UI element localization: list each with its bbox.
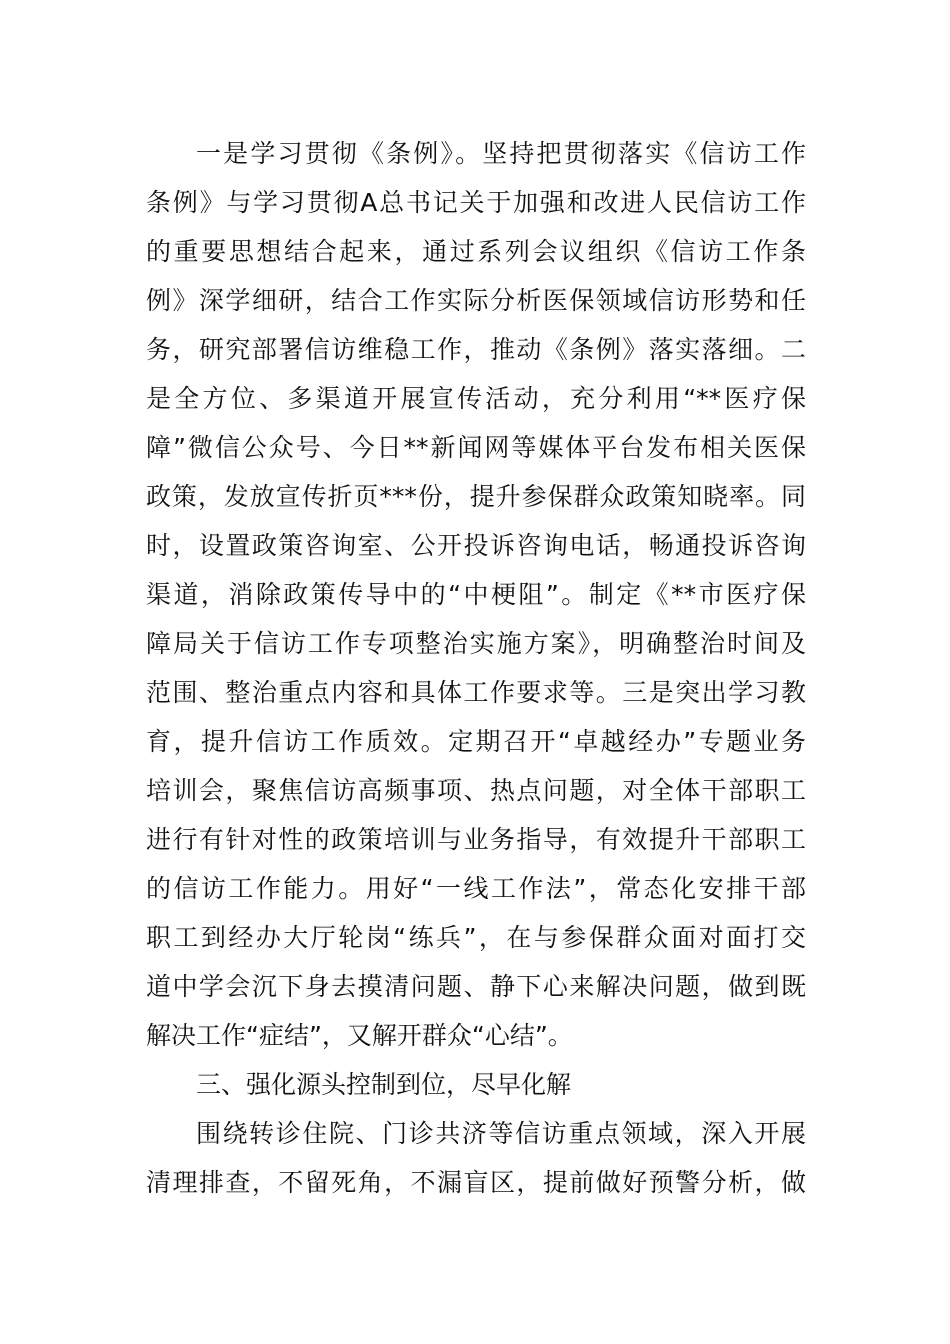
text-line: 解决工作“症结”，又解开群众“心结”。 (146, 1021, 573, 1050)
text-line: 范围、整治重点内容和具体工作要求等。三是突出学习教 (146, 678, 806, 707)
text-line: 道中学会沉下身去摸清问题、静下心来解决问题，做到既 (146, 972, 806, 1001)
text-line: 是全方位、多渠道开展宣传活动，充分利用“**医疗保 (146, 384, 806, 413)
text-line: 时，设置政策咨询室、公开投诉咨询电话，畅通投诉咨询 (146, 531, 806, 560)
section-heading: 三、强化源头控制到位，尽早化解 (196, 1070, 572, 1099)
text-line: 的重要思想结合起来，通过系列会议组织《信访工作条 (146, 237, 806, 266)
text-line: 条例》与学习贯彻A总书记关于加强和改进人民信访工作 (146, 188, 806, 217)
text-line: 障”微信公众号、今日**新闻网等媒体平台发布相关医保 (146, 433, 806, 462)
text-line: 培训会，聚焦信访高频事项、热点问题，对全体干部职工 (146, 776, 806, 805)
text-line: 进行有针对性的政策培训与业务指导，有效提升干部职工 (146, 825, 806, 854)
text-line: 政策，发放宣传折页***份，提升参保群众政策知晓率。同 (146, 482, 806, 511)
text-line: 务，研究部署信访维稳工作，推动《条例》落实落细。二 (146, 335, 806, 364)
text-line: 职工到经办大厅轮岗“练兵”，在与参保群众面对面打交 (146, 923, 806, 952)
text-line: 例》深学细研，结合工作实际分析医保领域信访形势和任 (146, 286, 806, 315)
text-line: 一是学习贯彻《条例》。坚持把贯彻落实《信访工作 (196, 139, 806, 168)
text-line: 围绕转诊住院、门诊共济等信访重点领域，深入开展 (196, 1119, 806, 1148)
text-line: 清理排查，不留死角，不漏盲区，提前做好预警分析，做 (146, 1168, 806, 1197)
text-line: 育，提升信访工作质效。定期召开“卓越经办”专题业务 (146, 727, 806, 756)
text-line: 障局关于信访工作专项整治实施方案》，明确整治时间及 (146, 629, 806, 658)
text-line: 的信访工作能力。用好“一线工作法”，常态化安排干部 (146, 874, 806, 903)
text-line: 渠道，消除政策传导中的“中梗阻”。制定《**市医疗保 (146, 580, 806, 609)
